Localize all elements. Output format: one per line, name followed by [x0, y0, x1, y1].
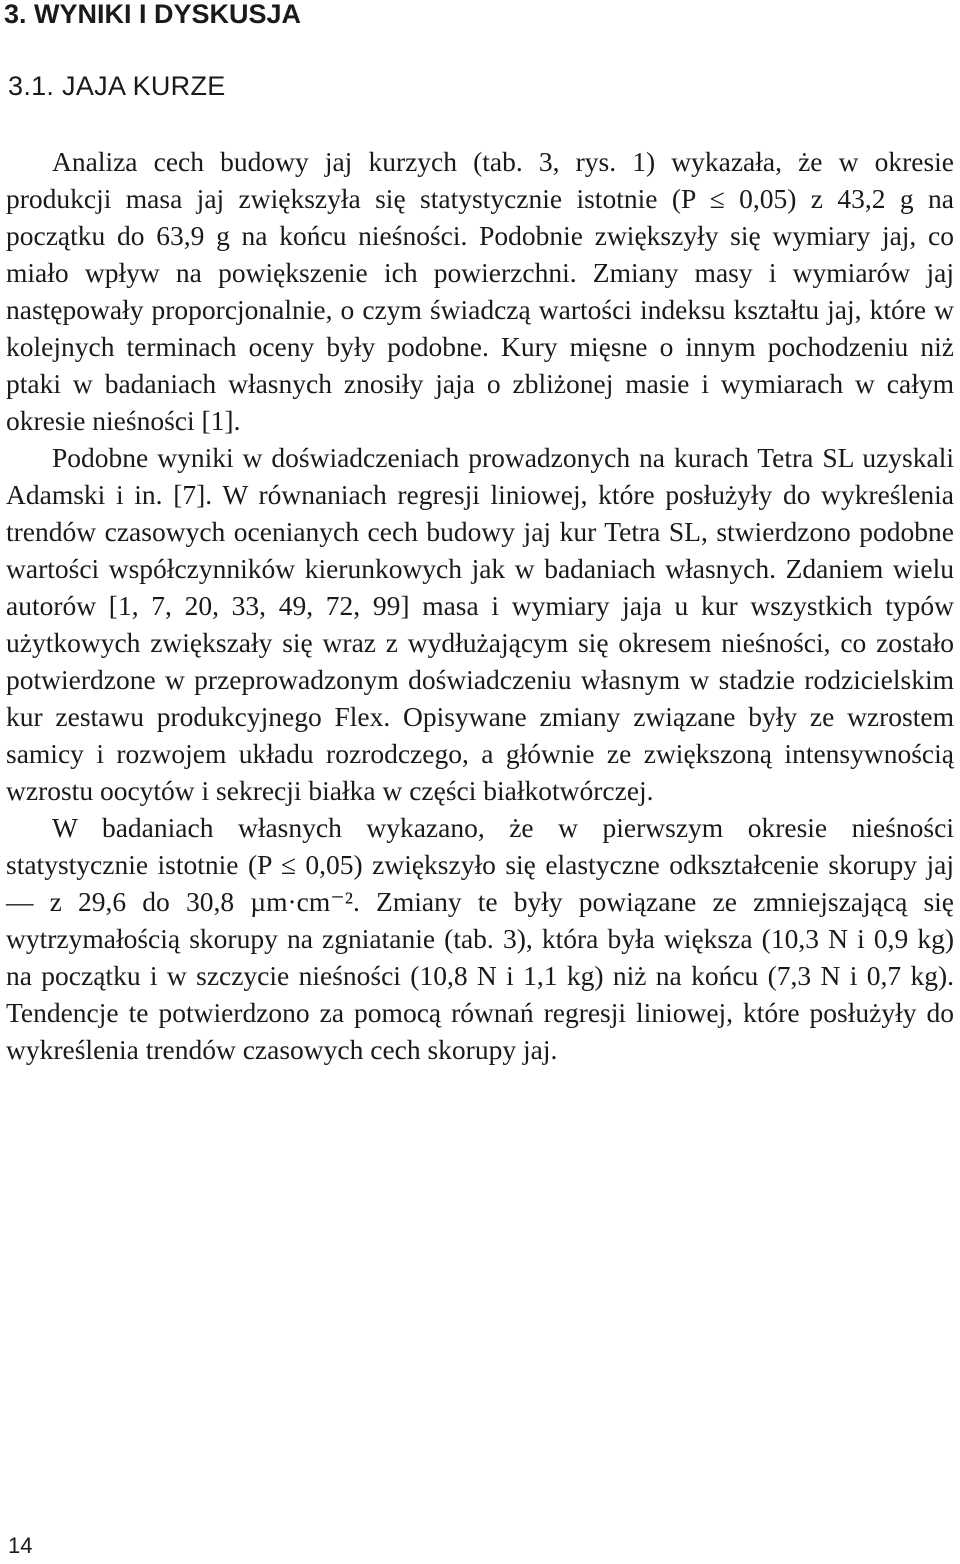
body-text	[6, 143, 954, 1068]
page-number: 14	[8, 1533, 33, 1558]
paragraph-egg-structure: Analiza cech budowy jaj kurzych (tab. 3, rys. 1) wykazała, że w okresie produkcji masa jaj zwiększyła się statystycznie istotnie (P ≤ 0,05) z 43,2 g na początku do 63,9 g na końcu nieśności. Podobnie zwiększyły się wymiary jaj, co miało wpływ na powiększenie ich powierzchni. Zmiany masy i wymiarów jaj następowały proporcjonalnie, o czym świadczą wartości indeksu kształtu jaj, które w kolejnych terminach oceny były podobne. Kury mięsne o innym pochodzeniu niż ptaki w badaniach własnych znosiły jaja o zbliżonej masie i wymiarach w całym okresie nieśności [1].	[6, 146, 954, 436]
paragraph-literature-comparison: Podobne wyniki w doświadczeniach prowadzonych na kurach Tetra SL uzyskali Adamski i in. [7]. W równaniach regresji liniowej, które posłużyły do wykreślenia trendów czasowych ocenianych cech budowy jaj kur Tetra SL, stwierdzono podobne wartości współczynników kierunkowych jak w badaniach własnych. Zdaniem wielu autorów [1, 7, 20, 33, 49, 72, 99] masa i wymiary jaja u kur wszystkich typów użytkowych zwiększały się wraz z wydłużającym się okresem nieśności, co zostało potwierdzone w przeprowadzonym doświadczeniu własnym w stadzie rodzicielskim kur zestawu produkcyjnego Flex. Opisywane zmiany związane były ze wzrostem samicy i rozwojem układu rozrodczego, a głównie ze zwiększoną intensywnością wzrostu oocytów i sekrecji białka w części białkotwórczej.	[6, 442, 954, 806]
chapter-title: 3. WYNIKI I DYSKUSJA	[4, 0, 302, 29]
section-title: 3.1. JAJA KURZE	[8, 71, 226, 101]
paragraph-shell-deformation: W badaniach własnych wykazano, że w pierwszym okresie nieśności statystycznie istotnie (P ≤ 0,05) zwiększyło się elastyczne odkształcenie skorupy jaj — z 29,6 do 30,8 µm·cm⁻². Zmiany te były powiązane ze zmniejszającą się wytrzymałością skorupy na zgniatanie (tab. 3), która była większa (10,3 N i 0,9 kg) na początku i w szczycie nieśności (10,8 N i 1,1 kg) niż na końcu (7,3 N i 0,7 kg). Tendencje te potwierdzono za pomocą równań regresji liniowej, które posłużyły do wykreślenia trendów czasowych cech skorupy jaj.	[6, 812, 954, 1065]
